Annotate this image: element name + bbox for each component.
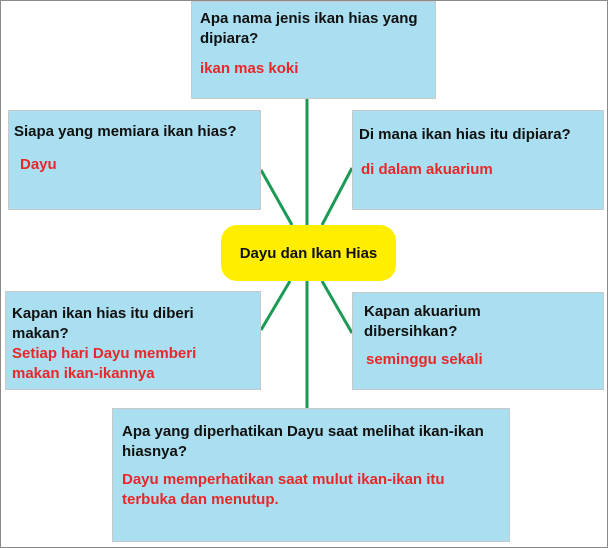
question-where: Di mana ikan hias itu dipiara? [359, 126, 571, 143]
connector-upper-left [261, 170, 292, 225]
answer-noticed: Dayu memperhatikan saat mulut ikan-ikan itu terbuka dan menutup. [122, 471, 445, 508]
answer-who: Dayu [20, 156, 57, 173]
central-topic [221, 225, 396, 281]
answer-when-cleaned: seminggu sekali [366, 351, 483, 368]
question-when-fed: Kapan ikan hias itu diberi makan? [12, 305, 194, 342]
connector-upper-right [322, 168, 352, 225]
answer-when-fed: Setiap hari Dayu memberi makan ikan-ikannya [12, 345, 197, 382]
question-noticed: Apa yang diperhatikan Dayu saat melihat ikan-ikan hiasnya? [122, 423, 484, 460]
question-who: Siapa yang memiara ikan hias? [14, 123, 237, 140]
question-what: Apa nama jenis ikan hias yang dipiara? [200, 10, 418, 47]
connector-lower-left [261, 281, 290, 330]
answer-where: di dalam akuarium [361, 161, 493, 178]
question-when-cleaned: Kapan akuarium dibersihkan? [364, 303, 481, 340]
answer-what: ikan mas koki [200, 60, 299, 77]
connector-lower-right [322, 281, 352, 333]
central-topic-label: Dayu dan Ikan Hias [239, 244, 378, 262]
